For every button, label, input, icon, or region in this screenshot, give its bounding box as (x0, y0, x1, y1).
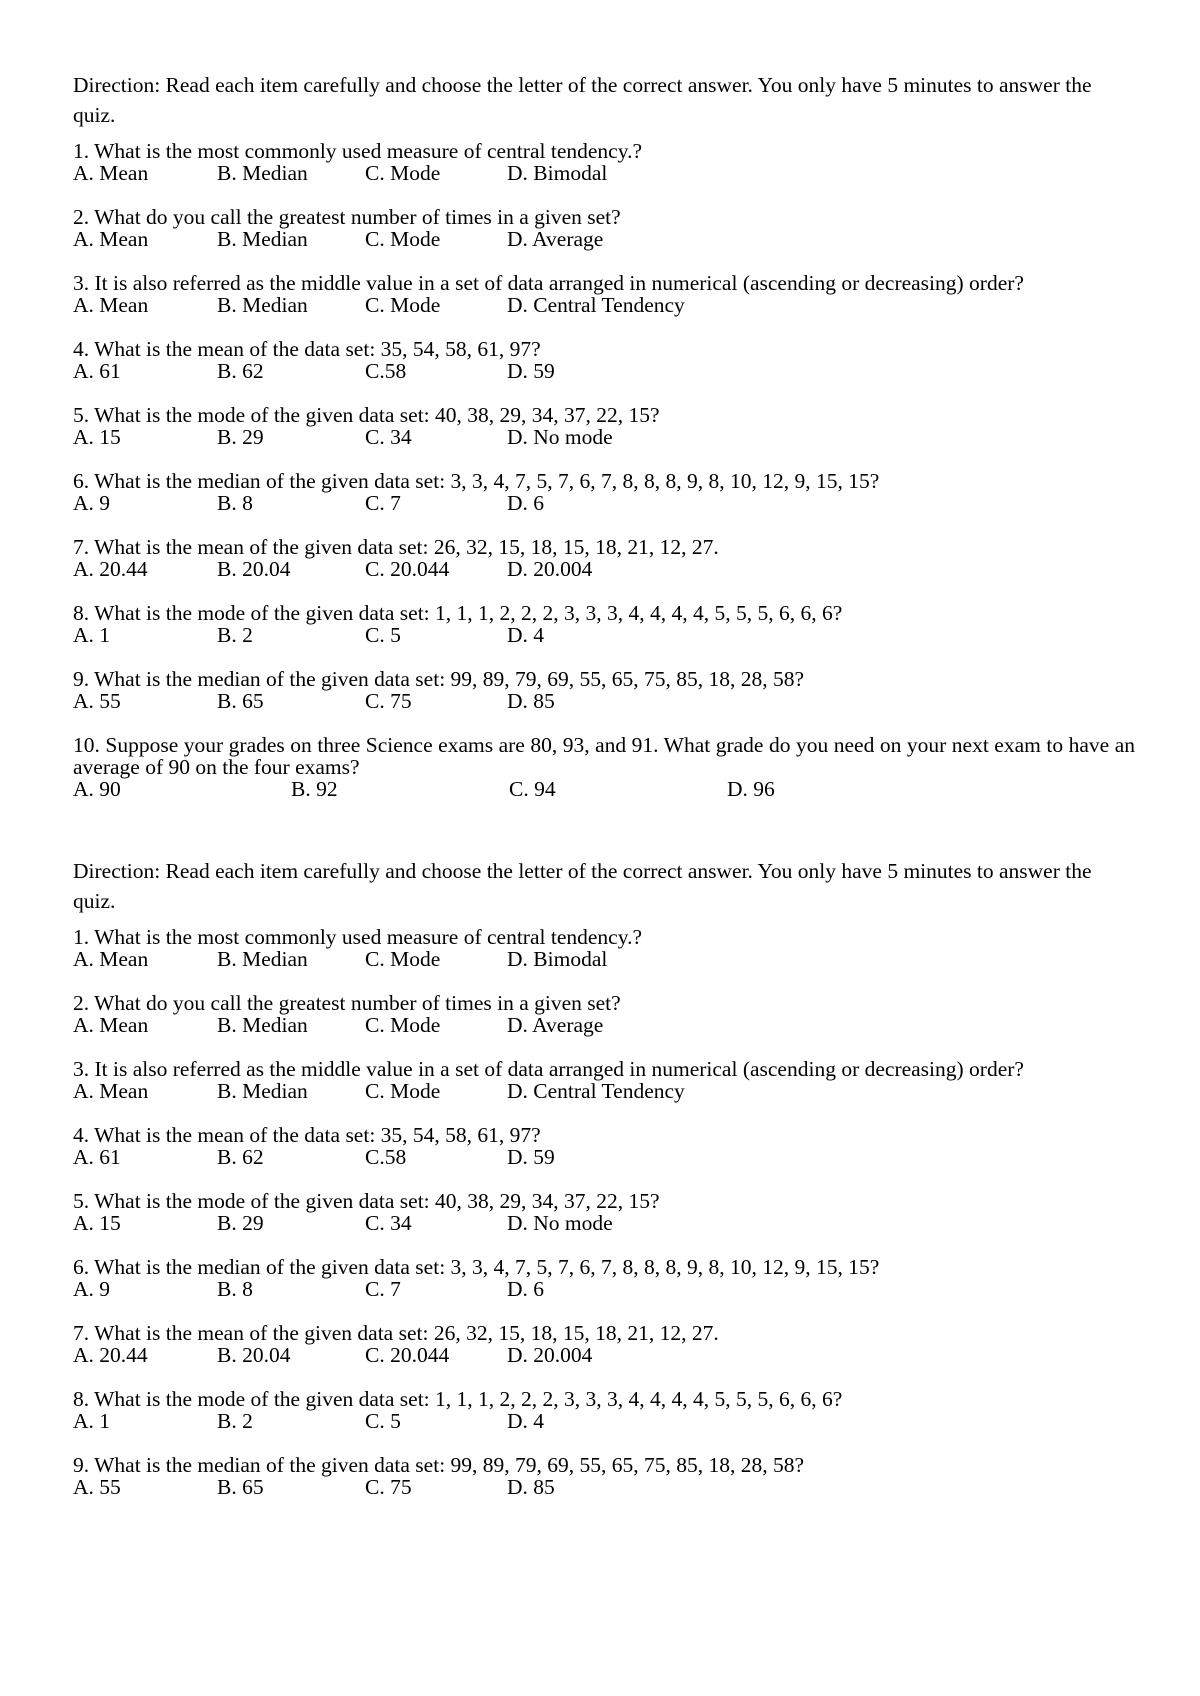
answer-choices (73, 360, 1135, 382)
choice-d: D. Bimodal (507, 947, 608, 971)
question-item (73, 536, 1135, 580)
directions-text: Direction: Read each item carefully and choose the letter of the correct answer. You only have 5 minutes to answer the quiz. (73, 73, 1092, 127)
choice-d: D. Bimodal (507, 161, 608, 185)
answer-choices (73, 492, 1135, 514)
question-text: 4. What is the mean of the data set: 35, 54, 58, 61, 97? (73, 1123, 541, 1147)
question-text: 1. What is the most commonly used measure of central tendency.? (73, 139, 642, 163)
choice-d: D. 59 (507, 359, 555, 383)
answer-choices (73, 558, 1135, 580)
choice-a: A. Mean (73, 1013, 149, 1037)
choice-c: C. Mode (365, 1079, 441, 1103)
answer-choices (73, 690, 1135, 712)
choice-b: B. 29 (217, 425, 264, 449)
choice-a: A. 55 (73, 689, 121, 713)
question-text: 6. What is the median of the given data set: 3, 3, 4, 7, 5, 7, 6, 7, 8, 8, 8, 9, 8, 10, 12, 9, 15, 15? (73, 1255, 880, 1279)
question-item (73, 602, 1135, 646)
question-item (73, 734, 1135, 800)
answer-choices (73, 162, 1135, 184)
question-item (73, 668, 1135, 712)
question-item (73, 1322, 1135, 1366)
choice-c: C. 34 (365, 425, 412, 449)
choice-b: B. Median (217, 161, 308, 185)
question-text: 9. What is the median of the given data set: 99, 89, 79, 69, 55, 65, 75, 85, 18, 28, 58? (73, 1453, 805, 1477)
question-text: 8. What is the mode of the given data set: 1, 1, 1, 2, 2, 2, 3, 3, 3, 4, 4, 4, 4, 5, 5, 5, 6, 6, 6? (73, 601, 843, 625)
choice-b: B. Median (217, 1079, 308, 1103)
choice-d: D. 59 (507, 1145, 555, 1169)
choice-b: B. 20.04 (217, 1343, 291, 1367)
quiz-copy-2 (73, 856, 1135, 1498)
question-item (73, 140, 1135, 184)
answer-choices (73, 228, 1135, 250)
question-item (73, 1454, 1135, 1498)
choice-c: C. 34 (365, 1211, 412, 1235)
choice-c: C. 20.044 (365, 557, 450, 581)
choice-c: C. Mode (365, 227, 441, 251)
choice-c: C. Mode (365, 293, 441, 317)
answer-choices (73, 294, 1135, 316)
choice-a: A. 15 (73, 1211, 121, 1235)
answer-choices (73, 1146, 1135, 1168)
choice-a: A. Mean (73, 293, 149, 317)
answer-choices (73, 1014, 1135, 1036)
question-item (73, 992, 1135, 1036)
choice-d: D. Average (507, 1013, 604, 1037)
choice-a: A. 15 (73, 425, 121, 449)
answer-choices (73, 1476, 1135, 1498)
choice-b: B. 2 (217, 623, 253, 647)
choice-a: A. 55 (73, 1475, 121, 1499)
question-item (73, 1190, 1135, 1234)
choice-a: A. Mean (73, 1079, 149, 1103)
choice-b: B. 20.04 (217, 557, 291, 581)
choice-b: B. Median (217, 227, 308, 251)
choice-a: A. 1 (73, 623, 111, 647)
question-text: 1. What is the most commonly used measure of central tendency.? (73, 925, 642, 949)
question-item (73, 272, 1135, 316)
question-text: 2. What do you call the greatest number of times in a given set? (73, 205, 621, 229)
question-text: 7. What is the mean of the given data set: 26, 32, 15, 18, 15, 18, 21, 12, 27. (73, 535, 719, 559)
choice-d: D. 85 (507, 1475, 555, 1499)
choice-c: C.58 (365, 359, 407, 383)
choice-a: A. Mean (73, 161, 149, 185)
choice-c: C. 20.044 (365, 1343, 450, 1367)
choice-a: A. 9 (73, 491, 111, 515)
choice-b: B. 62 (217, 359, 264, 383)
choice-c: C. Mode (365, 947, 441, 971)
question-item (73, 338, 1135, 382)
choice-d: D. Central Tendency (507, 1079, 685, 1103)
answer-choices (73, 426, 1135, 448)
question-item (73, 404, 1135, 448)
choice-d: D. Average (507, 227, 604, 251)
question-item (73, 470, 1135, 514)
choice-a: A. 20.44 (73, 1343, 148, 1367)
document-page (73, 70, 1135, 1520)
choice-a: A. 1 (73, 1409, 111, 1433)
question-item (73, 1256, 1135, 1300)
choice-c: C. 5 (365, 1409, 401, 1433)
choice-d: D. 85 (507, 689, 555, 713)
question-text: 7. What is the mean of the given data set: 26, 32, 15, 18, 15, 18, 21, 12, 27. (73, 1321, 719, 1345)
answer-choices (73, 1212, 1135, 1234)
choice-a: A. Mean (73, 947, 149, 971)
choice-a: A. Mean (73, 227, 149, 251)
choice-a: A. 20.44 (73, 557, 148, 581)
choice-d: D. No mode (507, 425, 613, 449)
choice-c: C. Mode (365, 161, 441, 185)
choice-b: B. 62 (217, 1145, 264, 1169)
answer-choices (73, 624, 1135, 646)
choice-d: D. 6 (507, 491, 545, 515)
choice-b: B. 65 (217, 1475, 264, 1499)
choice-a: A. 61 (73, 359, 121, 383)
choice-a: A. 90 (73, 777, 121, 801)
choice-d: D. 4 (507, 623, 545, 647)
question-text: 3. It is also referred as the middle value in a set of data arranged in numerical (ascending or decreasing) order? (73, 271, 1024, 295)
choice-d: D. 20.004 (507, 557, 593, 581)
choice-b: B. 29 (217, 1211, 264, 1235)
answer-choices (73, 1344, 1135, 1366)
choice-c: C. Mode (365, 1013, 441, 1037)
choice-b: B. Median (217, 947, 308, 971)
choice-b: B. 65 (217, 689, 264, 713)
choice-d: D. 4 (507, 1409, 545, 1433)
choice-c: C. 75 (365, 689, 412, 713)
question-text: 8. What is the mode of the given data set: 1, 1, 1, 2, 2, 2, 3, 3, 3, 4, 4, 4, 4, 5, 5, 5, 6, 6, 6? (73, 1387, 843, 1411)
choice-b: B. 8 (217, 1277, 253, 1301)
choice-d: D. No mode (507, 1211, 613, 1235)
choice-c: C.58 (365, 1145, 407, 1169)
answer-choices (73, 1410, 1135, 1432)
question-text: 5. What is the mode of the given data set: 40, 38, 29, 34, 37, 22, 15? (73, 403, 660, 427)
choice-d: D. 20.004 (507, 1343, 593, 1367)
question-text: 3. It is also referred as the middle value in a set of data arranged in numerical (ascending or decreasing) order? (73, 1057, 1024, 1081)
question-text: 5. What is the mode of the given data set: 40, 38, 29, 34, 37, 22, 15? (73, 1189, 660, 1213)
directions-text: Direction: Read each item carefully and choose the letter of the correct answer. You only have 5 minutes to answer the quiz. (73, 859, 1092, 913)
choice-b: B. 2 (217, 1409, 253, 1433)
choice-c: C. 7 (365, 491, 401, 515)
question-item (73, 1124, 1135, 1168)
choice-b: B. Median (217, 293, 308, 317)
choice-b: B. 8 (217, 491, 253, 515)
answer-choices (73, 1080, 1135, 1102)
choice-a: A. 61 (73, 1145, 121, 1169)
answer-choices (73, 948, 1135, 970)
answer-choices (73, 778, 1135, 800)
choice-b: B. 92 (291, 777, 338, 801)
choice-c: C. 75 (365, 1475, 412, 1499)
question-item (73, 206, 1135, 250)
choice-d: D. Central Tendency (507, 293, 685, 317)
choice-d: D. 96 (727, 777, 775, 801)
question-text: 10. Suppose your grades on three Science exams are 80, 93, and 91. What grade do you need on your next exam to have an average of 90 on the four exams? (73, 733, 1135, 779)
choice-b: B. Median (217, 1013, 308, 1037)
question-text: 4. What is the mean of the data set: 35, 54, 58, 61, 97? (73, 337, 541, 361)
quiz-copy-1 (73, 70, 1135, 800)
choice-d: D. 6 (507, 1277, 545, 1301)
question-item (73, 926, 1135, 970)
question-text: 9. What is the median of the given data set: 99, 89, 79, 69, 55, 65, 75, 85, 18, 28, 58? (73, 667, 805, 691)
answer-choices (73, 1278, 1135, 1300)
choice-c: C. 7 (365, 1277, 401, 1301)
choice-c: C. 94 (509, 777, 556, 801)
question-text: 6. What is the median of the given data set: 3, 3, 4, 7, 5, 7, 6, 7, 8, 8, 8, 9, 8, 10, 12, 9, 15, 15? (73, 469, 880, 493)
choice-c: C. 5 (365, 623, 401, 647)
choice-a: A. 9 (73, 1277, 111, 1301)
question-text: 2. What do you call the greatest number of times in a given set? (73, 991, 621, 1015)
question-item (73, 1388, 1135, 1432)
question-item (73, 1058, 1135, 1102)
